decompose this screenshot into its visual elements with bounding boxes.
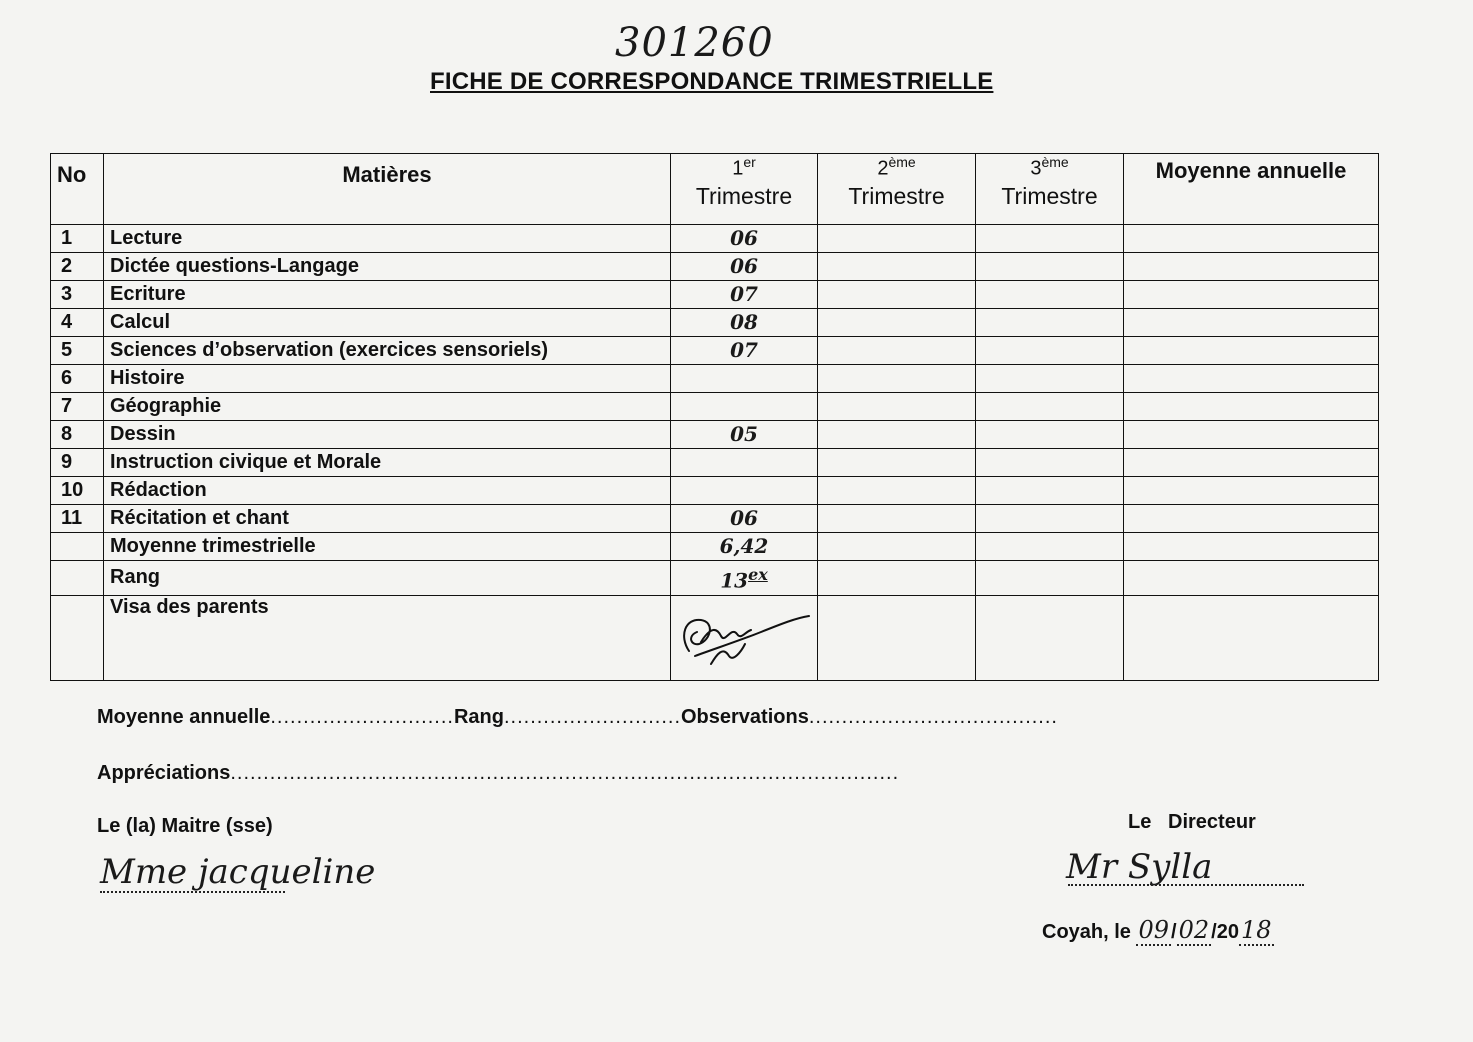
grade-annual [1124,365,1379,393]
grade-t2 [818,253,976,281]
grade-t3 [976,365,1124,393]
table-row [51,225,1379,253]
row-number-empty [51,533,104,561]
grade-annual [1124,393,1379,421]
grade-t1: 06 [671,225,818,253]
table-row [51,421,1379,449]
visa-row [51,595,1379,680]
subject-name: Lecture [104,225,671,253]
subject-name: Rédaction [104,477,671,505]
grade-t2 [818,421,976,449]
row-number: 11 [51,505,104,533]
grade-t2 [818,505,976,533]
grade-t1 [671,477,818,505]
subject-name: Dessin [104,421,671,449]
rank-row [51,561,1379,596]
grades-table [50,153,1379,681]
average-label: Moyenne trimestrielle [104,533,671,561]
row-number: 6 [51,365,104,393]
annual-average-label: Moyenne annuelle [97,706,271,728]
table-row [51,337,1379,365]
appreciations-label: Appréciations [97,762,231,784]
header-no: No [51,154,104,225]
rank-annual [1124,561,1379,596]
average-t1: 6,42 [671,533,818,561]
row-number-empty [51,561,104,596]
page-title: FICHE DE CORRESPONDANCE TRIMESTRIELLE [430,68,994,95]
grade-t2 [818,365,976,393]
visa-t3 [976,595,1124,680]
table-row [51,477,1379,505]
grade-annual [1124,225,1379,253]
table-row [51,393,1379,421]
grade-t3 [976,449,1124,477]
grade-t2 [818,225,976,253]
visa-annual [1124,595,1379,680]
header-trimester-3: 3ème Trimestre [976,154,1124,225]
parent-signature-scribble [671,596,818,674]
director-signature: Mr Sylla [1066,847,1213,887]
appreciations-line: Appréciations...................................................................................................... [97,762,900,784]
grade-t2 [818,393,976,421]
annual-summary-line: Moyenne annuelle............................Rang...........................Observations...................................... [97,706,1058,728]
row-number: 10 [51,477,104,505]
subject-name: Dictée questions-Langage [104,253,671,281]
row-number: 3 [51,281,104,309]
grade-annual [1124,477,1379,505]
place-label: Coyah, le [1042,921,1131,943]
header-trimester-2: 2ème Trimestre [818,154,976,225]
rank-t3 [976,561,1124,596]
grade-t2 [818,281,976,309]
grade-annual [1124,281,1379,309]
rank-label: Rang [104,561,671,596]
table-row [51,505,1379,533]
row-number: 4 [51,309,104,337]
table-row [51,253,1379,281]
grade-t1: 07 [671,337,818,365]
table-row [51,309,1379,337]
subject-name: Instruction civique et Morale [104,449,671,477]
grade-annual [1124,421,1379,449]
row-number: 8 [51,421,104,449]
teacher-label: Le (la) Maitre (sse) [97,815,273,837]
row-number: 9 [51,449,104,477]
teacher-signature: Mme jacqueline [100,852,376,892]
grade-t2 [818,449,976,477]
grade-t1 [671,365,818,393]
grade-t3 [976,421,1124,449]
rank-t1: $13^{ex}$ [671,561,818,596]
grade-t3 [976,477,1124,505]
visa-label: Visa des parents [104,595,671,680]
parent-signature [671,595,818,680]
grade-t2 [818,477,976,505]
director-signature-line [1068,884,1304,886]
table-row [51,449,1379,477]
grade-t1 [671,393,818,421]
date-year-prefix: 20 [1216,921,1239,943]
grade-annual [1124,337,1379,365]
header-annual-average: Moyenne annuelle [1124,154,1379,225]
teacher-signature-line [100,891,285,893]
visa-t2 [818,595,976,680]
subject-name: Calcul [104,309,671,337]
grade-t1: 06 [671,253,818,281]
subject-name: Récitation et chant [104,505,671,533]
grade-annual [1124,505,1379,533]
average-annual [1124,533,1379,561]
grade-t3 [976,281,1124,309]
grade-t3 [976,309,1124,337]
observations-label: Observations [681,706,809,728]
grade-t3 [976,393,1124,421]
table-row [51,365,1379,393]
row-number: 7 [51,393,104,421]
date-month: 02 [1178,916,1210,944]
grade-t2 [818,309,976,337]
header-trimester-1: 1er Trimestre [671,154,818,225]
header-subject: Matières [104,154,671,225]
rank-t2 [818,561,976,596]
grade-annual [1124,309,1379,337]
grade-t3 [976,337,1124,365]
grade-annual [1124,449,1379,477]
place-date: Coyah, le 09 /02 /2018 [1042,916,1272,944]
date-year: 18 [1240,916,1272,944]
row-number-empty [51,595,104,680]
grade-t2 [818,337,976,365]
table-header-row [51,154,1379,225]
row-number: 1 [51,225,104,253]
grade-t1: 06 [671,505,818,533]
grade-annual [1124,253,1379,281]
grade-t1: 08 [671,309,818,337]
row-number: 2 [51,253,104,281]
grade-t1: 05 [671,421,818,449]
grade-t1: 07 [671,281,818,309]
subject-name: Sciences d’observation (exercices sensoriels) [104,337,671,365]
annual-rank-label: Rang [453,706,504,728]
average-t3 [976,533,1124,561]
grade-t1 [671,449,818,477]
document-number: 301260 [615,20,774,66]
subject-name: Histoire [104,365,671,393]
average-t2 [818,533,976,561]
table-row [51,281,1379,309]
grade-t3 [976,505,1124,533]
subject-name: Ecriture [104,281,671,309]
grade-t3 [976,253,1124,281]
director-label: Le Directeur [1128,811,1256,833]
subject-name: Géographie [104,393,671,421]
grade-t3 [976,225,1124,253]
row-number: 5 [51,337,104,365]
average-row [51,533,1379,561]
date-day: 09 [1138,916,1170,944]
